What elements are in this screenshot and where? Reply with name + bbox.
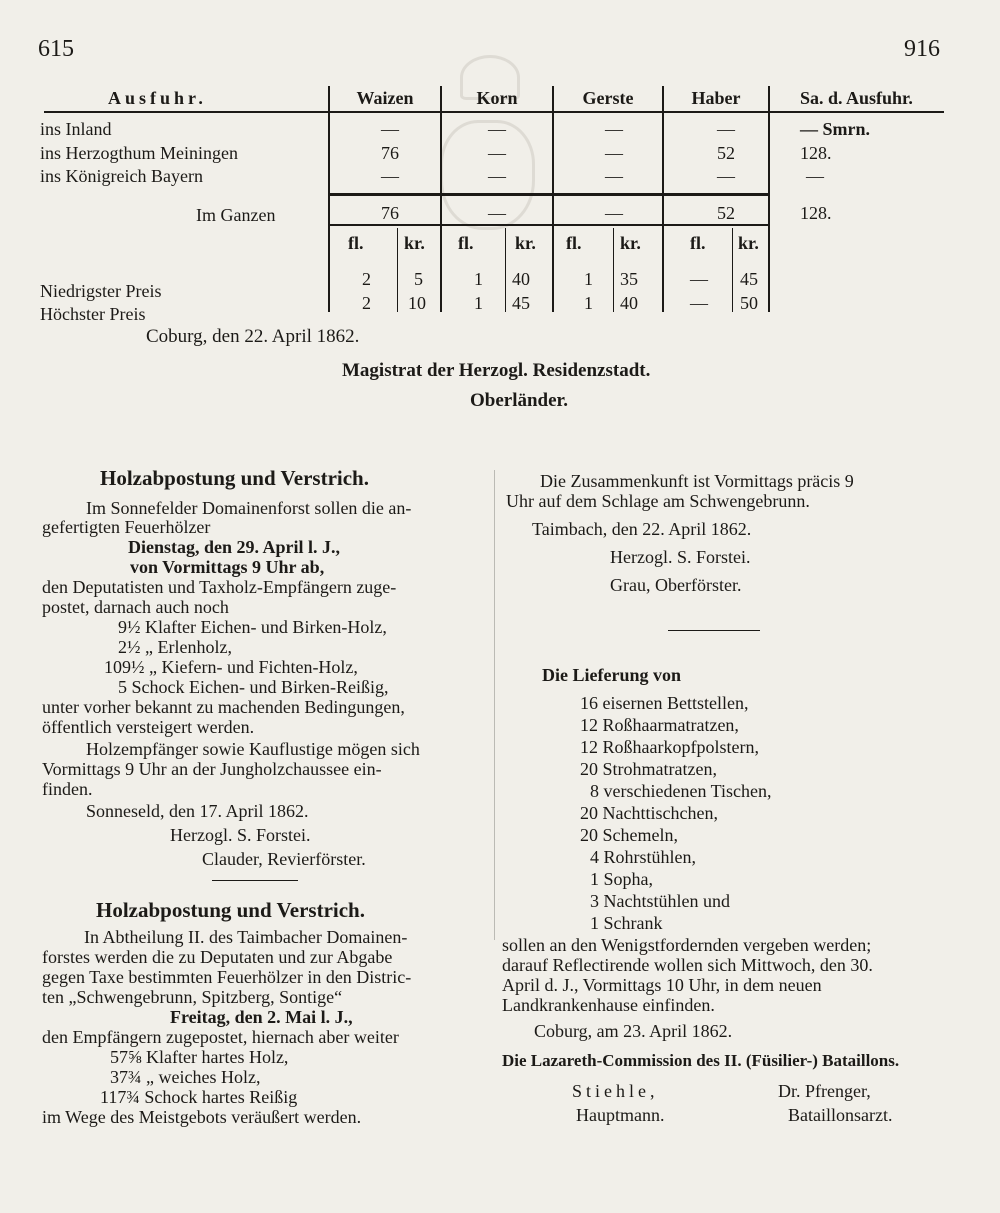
cell-korn-kr: 45 <box>512 293 530 313</box>
header-gerste: Gerste <box>582 88 634 108</box>
notice-line: 2½ „ Erlenholz, <box>118 637 232 657</box>
notice-line: April d. J., Vormittags 10 Uhr, in dem neuen <box>502 975 822 995</box>
notice-heading: Holzabpostung und Verstrich. <box>100 466 369 490</box>
sub-column-rule <box>505 228 506 312</box>
column-separator <box>494 470 495 940</box>
cell-gerste-fl: 1 <box>584 269 593 289</box>
signatory-name: Dr. Pfrenger, <box>778 1081 871 1101</box>
notice-line: Die Zusammenkunft ist Vormittags präcis 9 <box>540 471 854 491</box>
cell-haber-kr: 45 <box>740 269 758 289</box>
list-item: 16 eisernen Bettstellen, <box>580 693 749 713</box>
notice-line: Holzempfänger sowie Kauflustige mögen sich <box>86 739 420 759</box>
notice-office: Herzogl. S. Forstei. <box>610 547 751 567</box>
notice-line: 37¾ „ weiches Holz, <box>110 1067 261 1087</box>
cell-korn: — <box>488 166 506 186</box>
notice-heading: Die Lieferung von <box>542 665 681 685</box>
notice-line: Im Sonnefelder Domainenforst sollen die an- <box>86 498 412 518</box>
notice-line: 57⅝ Klafter hartes Holz, <box>110 1047 289 1067</box>
unit-fl: fl. <box>566 233 582 253</box>
cell-korn-kr: 40 <box>512 269 530 289</box>
cell-korn: — <box>488 143 506 163</box>
list-item: 4 Rohrstühlen, <box>590 847 696 867</box>
notice-line: Freitag, den 2. Mai l. J., <box>170 1007 353 1027</box>
total-gerste: — <box>605 203 623 223</box>
total-waizen: 76 <box>381 203 399 223</box>
header-ausfuhr: Ausfuhr. <box>108 88 207 108</box>
notice-date: Sonneseld, den 17. April 1862. <box>86 801 309 821</box>
notice-issuer: Die Lazareth-Commission des II. (Füsilier-) Bataillons. <box>502 1051 900 1070</box>
notice-heading: Holzabpostung und Verstrich. <box>96 898 365 922</box>
page-number-right: 916 <box>904 36 940 62</box>
notice-line: 9½ Klafter Eichen- und Birken-Holz, <box>118 617 387 637</box>
unit-kr: kr. <box>515 233 536 253</box>
cell-waizen-fl: 2 <box>362 269 371 289</box>
total-korn: — <box>488 203 506 223</box>
unit-kr: kr. <box>404 233 425 253</box>
cell-korn: — <box>488 119 506 139</box>
notice-line: darauf Reflectirende wollen sich Mittwoch, den 30. <box>502 955 873 975</box>
cell-waizen-kr: 5 <box>414 269 423 289</box>
sub-column-rule <box>732 228 733 312</box>
notice-line: im Wege des Meistgebots veräußert werden. <box>42 1107 362 1127</box>
page-number-left: 615 <box>38 36 74 62</box>
cell-haber-kr: 50 <box>740 293 758 313</box>
notice-line: Dienstag, den 29. April l. J., <box>128 537 341 557</box>
cell-waizen: — <box>381 166 399 186</box>
header-sa: Sa. d. Ausfuhr. <box>800 88 913 108</box>
signatory-name: Oberländer. <box>470 390 568 411</box>
cell-sa: — Smrn. <box>800 119 871 139</box>
cell-waizen-kr: 10 <box>408 293 426 313</box>
notice-line: gegen Taxe bestimmten Feuerhölzer in den Distric- <box>42 967 412 987</box>
notice-date: Taimbach, den 22. April 1862. <box>532 519 752 539</box>
row-label: ins Königreich Bayern <box>40 166 203 186</box>
notice-date: Coburg, am 23. April 1862. <box>534 1021 733 1041</box>
cell-korn-fl: 1 <box>474 269 483 289</box>
notice-line: finden. <box>42 779 93 799</box>
notice-line: forstes werden die zu Deputaten und zur Abgabe <box>42 947 393 967</box>
table-top-rule <box>44 111 944 113</box>
notice-divider <box>668 630 760 631</box>
notice-line: postet, darnach auch noch <box>42 597 229 617</box>
notice-line: Landkrankenhause einfinden. <box>502 995 715 1015</box>
cell-gerste: — <box>605 119 623 139</box>
cell-korn-fl: 1 <box>474 293 483 313</box>
notice-line: 109½ „ Kiefern- und Fichten-Holz, <box>104 657 358 677</box>
notice-office: Herzogl. S. Forstei. <box>170 825 311 845</box>
notice-line: Vormittags 9 Uhr an der Jungholzchaussee ein- <box>42 759 382 779</box>
header-haber: Haber <box>691 88 741 108</box>
sub-column-rule <box>613 228 614 312</box>
notice-line: öffentlich versteigert werden. <box>42 717 255 737</box>
table-total-underline <box>330 224 768 226</box>
list-item: 1 Schrank <box>590 913 663 933</box>
notice-line: gefertigten Feuerhölzer <box>42 517 211 537</box>
table-total-rule <box>330 193 768 196</box>
list-item: 1 Sopha, <box>590 869 653 889</box>
notice-line: 117¾ Schock hartes Reißig <box>100 1087 298 1107</box>
notice-signatory: Clauder, Revierförster. <box>202 849 366 869</box>
notice-line: unter vorher bekannt zu machenden Bedingungen, <box>42 697 405 717</box>
notice-line: 5 Schock Eichen- und Birken-Reißig, <box>118 677 389 697</box>
cell-waizen: 76 <box>381 143 399 163</box>
list-item: 20 Nachttischchen, <box>580 803 718 823</box>
notice-line: In Abtheilung II. des Taimbacher Domainen- <box>84 927 408 947</box>
signatory-name: Stiehle, <box>572 1081 659 1101</box>
cell-waizen: — <box>381 119 399 139</box>
notice-line: ten „Schwengebrunn, Spitzberg, Sontige“ <box>42 987 343 1007</box>
unit-fl: fl. <box>690 233 706 253</box>
unit-kr: kr. <box>738 233 759 253</box>
total-sa: 128. <box>800 203 832 223</box>
cell-waizen-fl: 2 <box>362 293 371 313</box>
notice-line: sollen an den Wenigstfordernden vergeben werden; <box>502 935 872 955</box>
table-date: Coburg, den 22. April 1862. <box>146 326 360 347</box>
cell-haber: — <box>717 166 735 186</box>
notice-line: den Empfängern zugepostet, hiernach aber weiter <box>42 1027 399 1047</box>
list-item: 8 verschiedenen Tischen, <box>590 781 772 801</box>
cell-gerste-kr: 40 <box>620 293 638 313</box>
list-item: 20 Schemeln, <box>580 825 678 845</box>
cell-sa: — <box>806 166 824 186</box>
unit-kr: kr. <box>620 233 641 253</box>
signatory-title: Hauptmann. <box>576 1105 665 1125</box>
cell-gerste-fl: 1 <box>584 293 593 313</box>
total-haber: 52 <box>717 203 735 223</box>
notice-signatory: Grau, Oberförster. <box>610 575 742 595</box>
list-item: 12 Roßhaarkopfpolstern, <box>580 737 759 757</box>
notice-divider <box>212 880 298 881</box>
cell-haber-fl: — <box>690 293 708 313</box>
notice-line: von Vormittags 9 Uhr ab, <box>130 557 325 577</box>
cell-haber: 52 <box>717 143 735 163</box>
cell-gerste-kr: 35 <box>620 269 638 289</box>
header-waizen: Waizen <box>356 88 414 108</box>
unit-fl: fl. <box>348 233 364 253</box>
sub-column-rule <box>397 228 398 312</box>
unit-fl: fl. <box>458 233 474 253</box>
cell-haber: — <box>717 119 735 139</box>
row-label: Niedrigster Preis <box>40 281 162 301</box>
list-item: 12 Roßhaarmatratzen, <box>580 715 739 735</box>
cell-gerste: — <box>605 143 623 163</box>
list-item: 20 Strohmatratzen, <box>580 759 717 779</box>
issuing-authority: Magistrat der Herzogl. Residenzstadt. <box>342 360 651 381</box>
row-label: Höchster Preis <box>40 304 146 324</box>
notice-line: Uhr auf dem Schlage am Schwengebrunn. <box>506 491 810 511</box>
cell-sa: 128. <box>800 143 832 163</box>
signatory-title: Bataillonsarzt. <box>788 1105 893 1125</box>
cell-haber-fl: — <box>690 269 708 289</box>
header-korn: Korn <box>476 88 518 108</box>
row-label: ins Inland <box>40 119 112 139</box>
row-label: ins Herzogthum Meiningen <box>40 143 238 163</box>
cell-gerste: — <box>605 166 623 186</box>
total-label: Im Ganzen <box>196 205 276 225</box>
list-item: 3 Nachtstühlen und <box>590 891 730 911</box>
notice-line: den Deputatisten und Taxholz-Empfängern zuge- <box>42 577 397 597</box>
